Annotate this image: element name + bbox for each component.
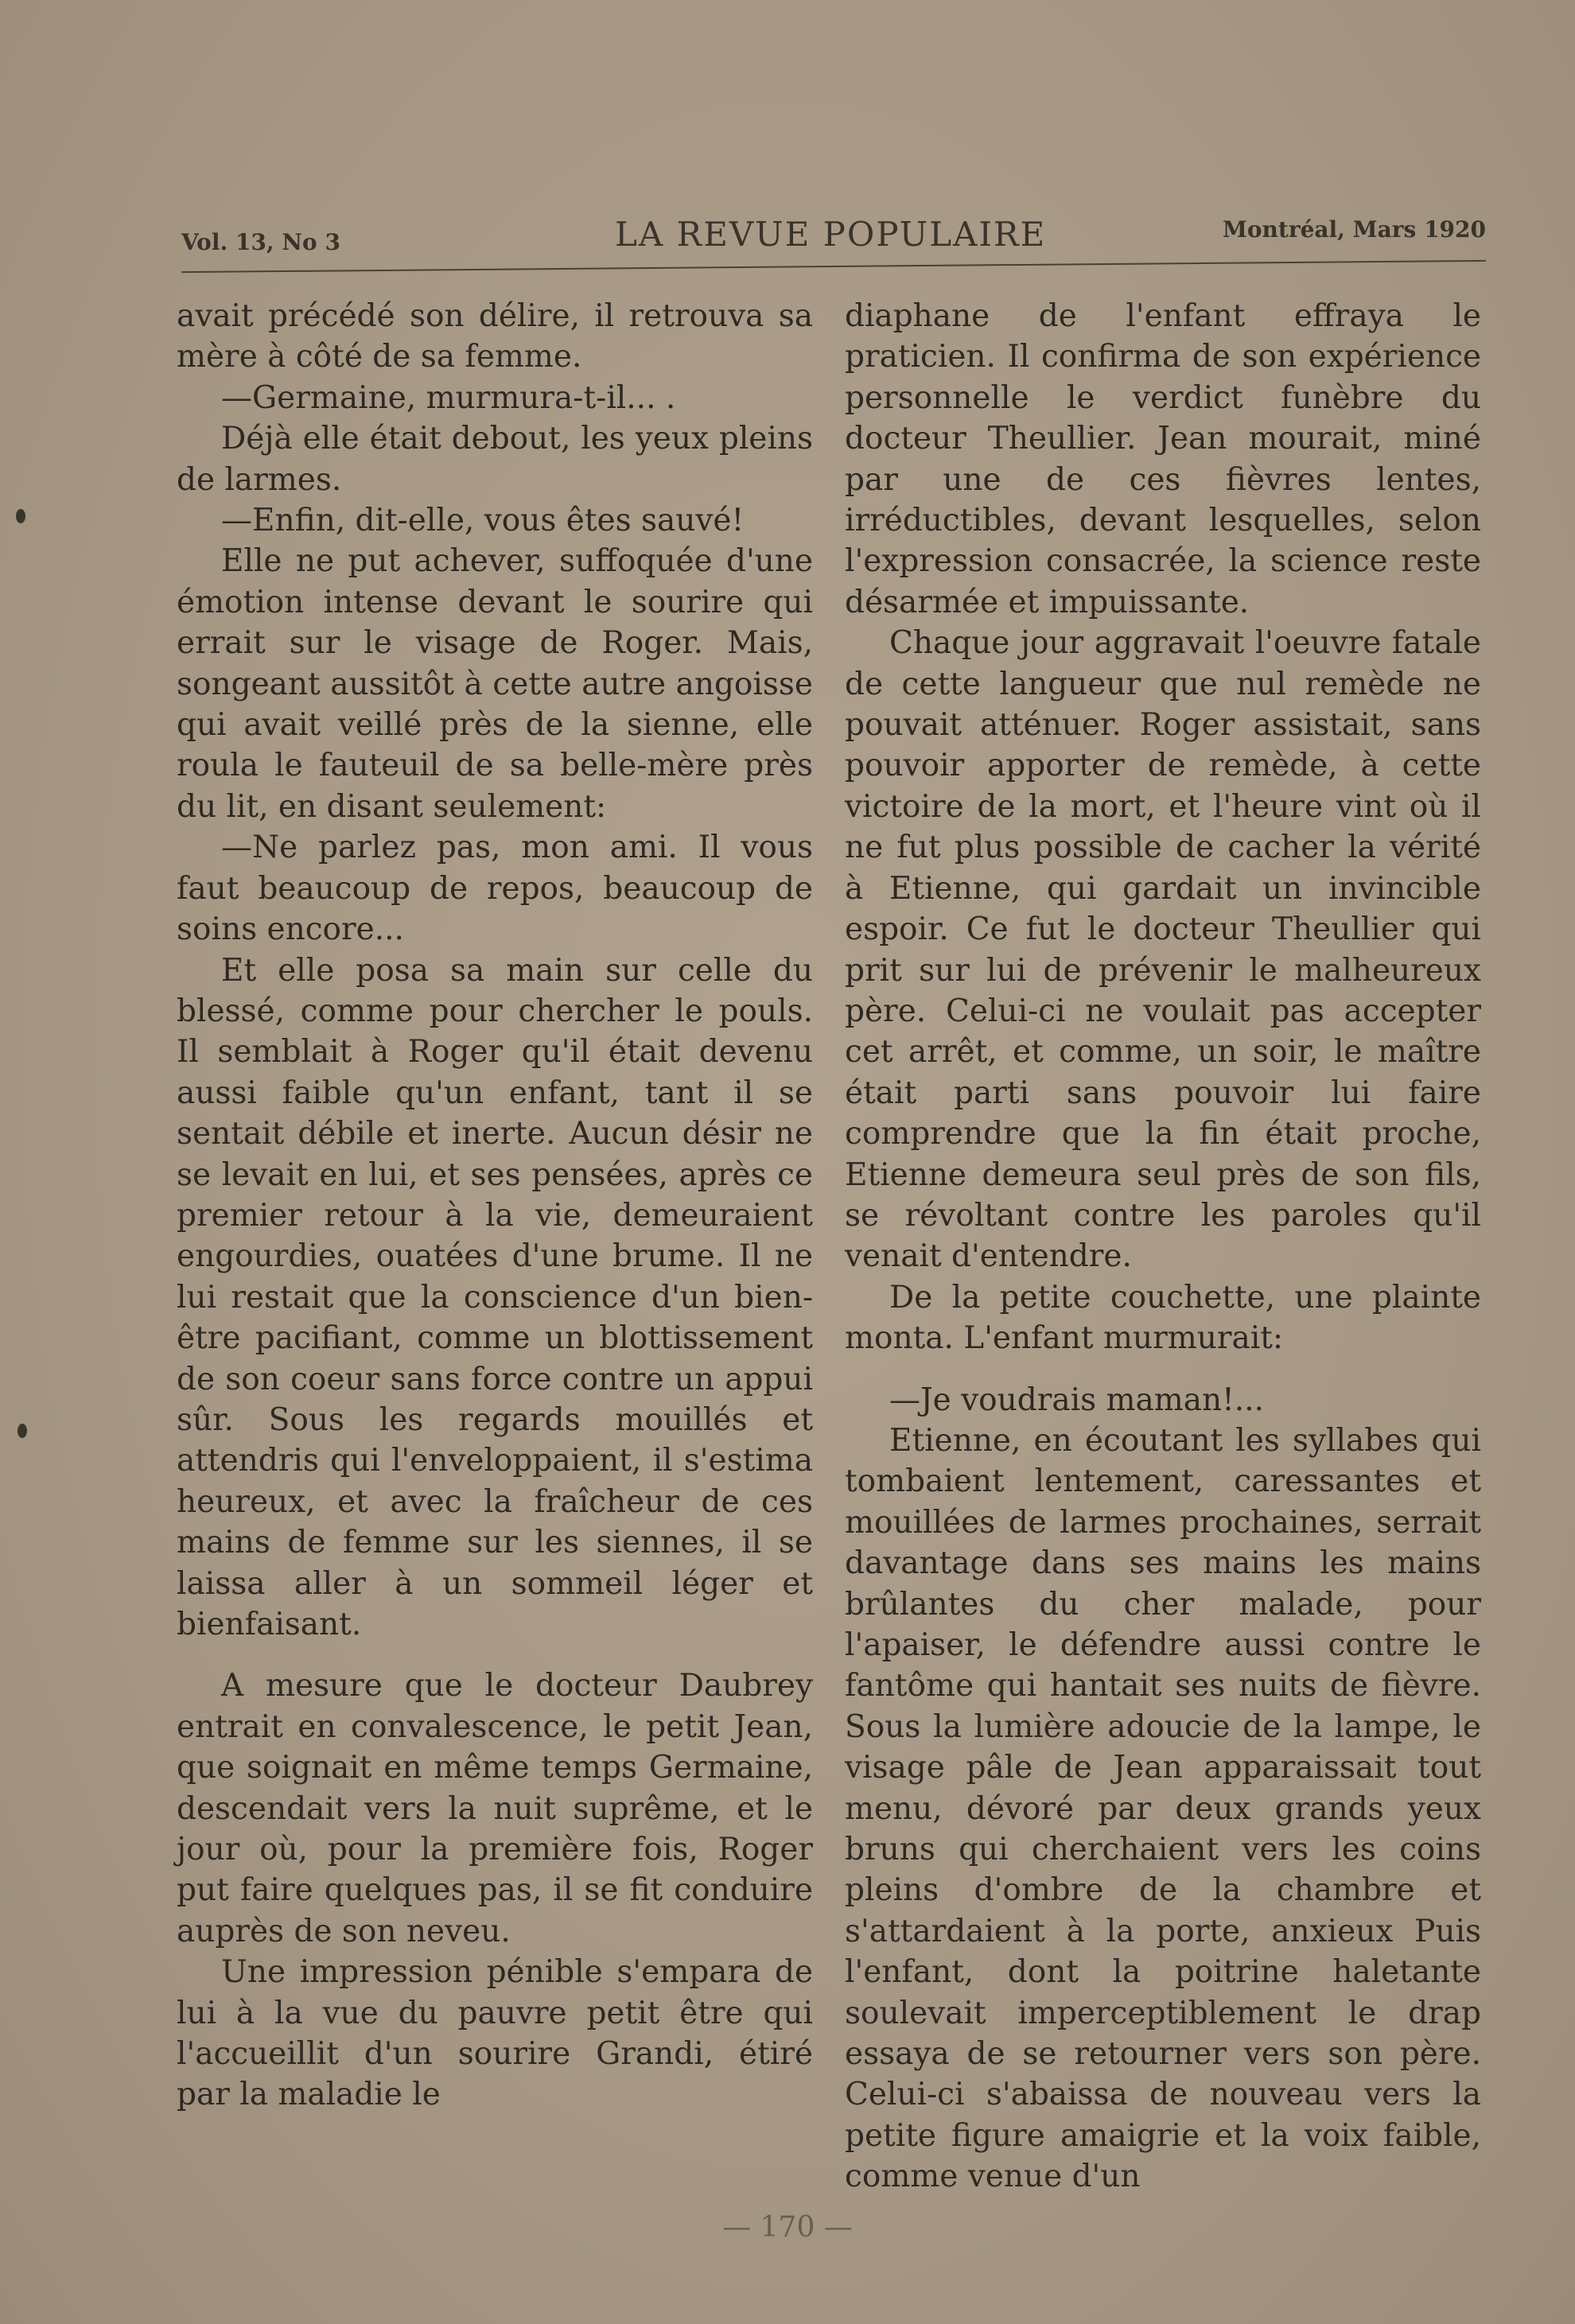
paragraph: —Ne parlez pas, mon ami. Il vous faut beaucoup de repos, beaucoup de soins encore...	[177, 830, 813, 948]
page-number: — 170 —	[722, 2211, 853, 2244]
paragraph: Une impression pénible s'empara de lui à la vue du pauvre petit être qui l'accueillit d'un sourire Grandi, étiré par la maladie le	[177, 1954, 813, 2113]
paragraph: avait précédé son délire, il retrouva sa mère à côté de sa femme.	[177, 298, 813, 375]
volume-number: Vol. 13, No 3	[181, 229, 340, 255]
paragraph: Déjà elle était debout, les yeux pleins de larmes.	[177, 421, 813, 498]
binding-hole	[16, 509, 25, 523]
paragraph: —Germaine, murmura-t-il... .	[221, 379, 676, 416]
right-column	[845, 296, 1481, 2198]
paragraph: Chaque jour aggravait l'oeuvre fatale de cette langueur que nul remède ne pouvait atténuer. Roger assistait, sans pouvoir apporter de remède, à cette victoire de la mort, et l'heure vint où il ne fut plus possible de cacher la vérité à Etienne, qui gardait un invincible espoir. Ce fut le docteur Theullier qui prit sur lui de prévenir le malheureux père. Celui-ci ne voulait pas accepter cet arrêt, et comme, un soir, le maître était parti sans pouvoir lui faire comprendre que la fin était proche, Etienne demeura seul près de son fils, se révoltant contre les paroles qu'il venait d'entendre.	[845, 625, 1481, 1275]
place-date: Montréal, Mars 1920	[1222, 216, 1486, 243]
paragraph: —Enfin, dit-elle, vous êtes sauvé!	[221, 503, 745, 539]
paragraph-gap	[177, 1645, 813, 1665]
paragraph: Etienne, en écoutant les syllabes qui tombaient lentement, caressantes et mouillées de larmes prochaines, serrait davantage dans ses mains les mains brûlantes du cher malade, pour l'apaiser, le défendre aussi contre le fantôme qui hantait ses nuits de fièvre. Sous la lumière adoucie de la lampe, le visage pâle de Jean apparaissait tout menu, dévoré par deux grands yeux bruns qui cherchaient vers les coins pleins d'ombre de la chambre et s'attardaient à la porte, anxieux Puis l'enfant, dont la poitrine haletante soulevait imperceptiblement le drap essaya de se retourner vers son père. Celui-ci s'abaissa de nouveau vers la petite figure amaigrie et la voix faible, comme venue d'un	[845, 1422, 1481, 2195]
left-column	[177, 296, 813, 2116]
header-rule	[181, 260, 1486, 273]
paragraph-gap	[845, 1359, 1481, 1380]
paragraph: diaphane de l'enfant effraya le praticien. Il confirma de son expérience personnelle le verdict funèbre du docteur Theullier. Jean mourait, miné par une de ces fièvres lentes, irréductibles, devant lesquelles, selon l'expression consacrée, la science reste désarmée et impuissante.	[845, 298, 1481, 620]
paragraph: Elle ne put achever, suffoquée d'une émotion intense devant le sourire qui errait sur le visage de Roger. Mais, songeant aussitôt à cette autre angoisse qui avait veillé près de la sienne, elle roula le fauteuil de sa belle-mère près du lit, en disant seulement:	[177, 543, 813, 825]
binding-hole	[18, 1424, 27, 1438]
paragraph: De la petite couchette, une plainte monta. L'enfant murmurait:	[845, 1279, 1481, 1357]
journal-title: LA REVUE POPULAIRE	[615, 215, 1047, 254]
paragraph: —Je voudrais maman!...	[889, 1382, 1264, 1418]
running-header	[181, 208, 1486, 256]
paragraph: Et elle posa sa main sur celle du blessé, comme pour chercher le pouls. Il semblait à Roger qu'il était devenu aussi faible qu'un enfant, tant il se sentait débile et inerte. Aucun désir ne se levait en lui, et ses pensées, après ce premier retour à la vie, demeuraient engourdies, ouatées d'une brume. Il ne lui restait que la conscience d'un bien-être pacifiant, comme un blottissement de son coeur sans force contre un appui sûr. Sous les regards mouillés et attendris qui l'enveloppaient, il s'estima heureux, et avec la fraîcheur de ces mains de femme sur les siennes, il se laissa aller à un sommeil léger et bienfaisant.	[177, 952, 813, 1642]
paragraph: A mesure que le docteur Daubrey entrait en convalescence, le petit Jean, que soignait en même temps Germaine, descendait vers la nuit suprême, et le jour où, pour la première fois, Roger put faire quelques pas, il se fit conduire auprès de son neveu.	[177, 1668, 813, 1949]
